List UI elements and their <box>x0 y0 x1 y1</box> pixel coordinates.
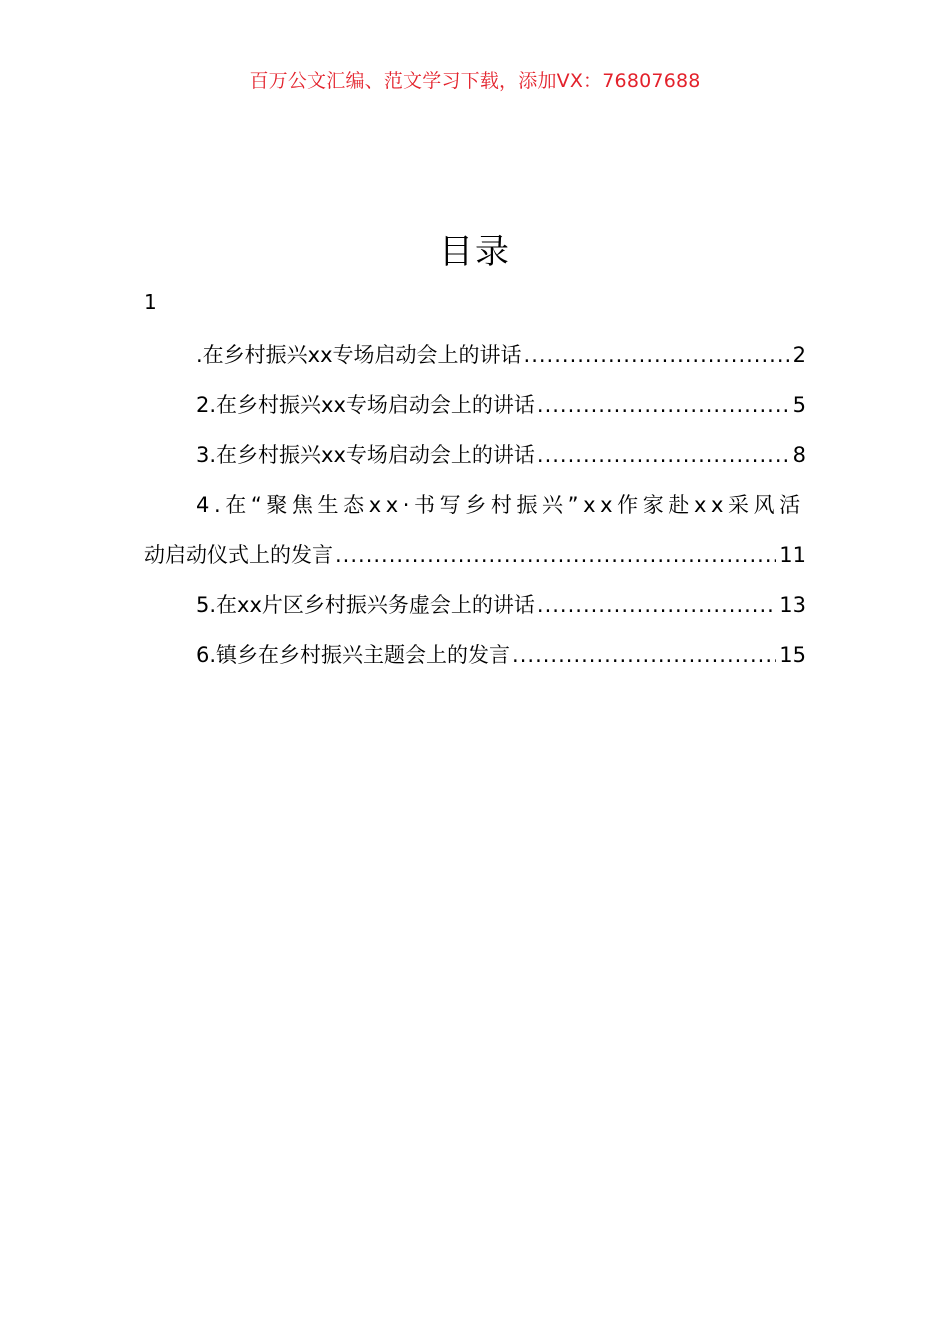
header-banner: 百万公文汇编、范文学习下载，添加VX：76807688 <box>249 70 701 92</box>
table-of-contents <box>144 330 806 680</box>
toc-entry-label: 2.在乡村振兴xx专场启动会上的讲话 <box>196 393 535 417</box>
toc-entry-3[interactable] <box>144 430 806 480</box>
toc-dot-leader <box>335 530 776 580</box>
toc-entry-4-line-2[interactable] <box>144 530 806 580</box>
toc-lead-number: 1 <box>144 290 157 314</box>
toc-entry-5[interactable] <box>144 580 806 630</box>
toc-dot-leader <box>524 330 790 380</box>
toc-entry-label: 6.镇乡在乡村振兴主题会上的发言 <box>196 643 511 667</box>
toc-dot-leader <box>537 580 776 630</box>
toc-entry-page: 2 <box>792 343 806 367</box>
toc-entry-page: 5 <box>792 393 806 417</box>
toc-entry-label: 4.在“聚焦生态xx·书写乡村振兴”xx作家赴xx采风活 <box>196 493 805 517</box>
toc-entry-page: 8 <box>792 443 806 467</box>
toc-dot-leader <box>537 430 790 480</box>
toc-entry-page: 11 <box>779 543 806 567</box>
toc-entry-2[interactable] <box>144 380 806 430</box>
toc-dot-leader <box>537 380 790 430</box>
toc-dot-leader <box>512 630 776 680</box>
toc-entry-label: 动启动仪式上的发言 <box>144 543 333 567</box>
toc-title: 目录 <box>439 232 511 272</box>
toc-entry-label: .在乡村振兴xx专场启动会上的讲话 <box>196 343 522 367</box>
toc-entry-1[interactable] <box>144 330 806 380</box>
toc-entry-page: 13 <box>779 593 806 617</box>
toc-entry-6[interactable] <box>144 630 806 680</box>
toc-entry-label: 5.在xx片区乡村振兴务虚会上的讲话 <box>196 593 535 617</box>
toc-entry-label: 3.在乡村振兴xx专场启动会上的讲话 <box>196 443 535 467</box>
toc-entry-4-line-1[interactable] <box>144 480 806 530</box>
toc-entry-page: 15 <box>779 643 806 667</box>
